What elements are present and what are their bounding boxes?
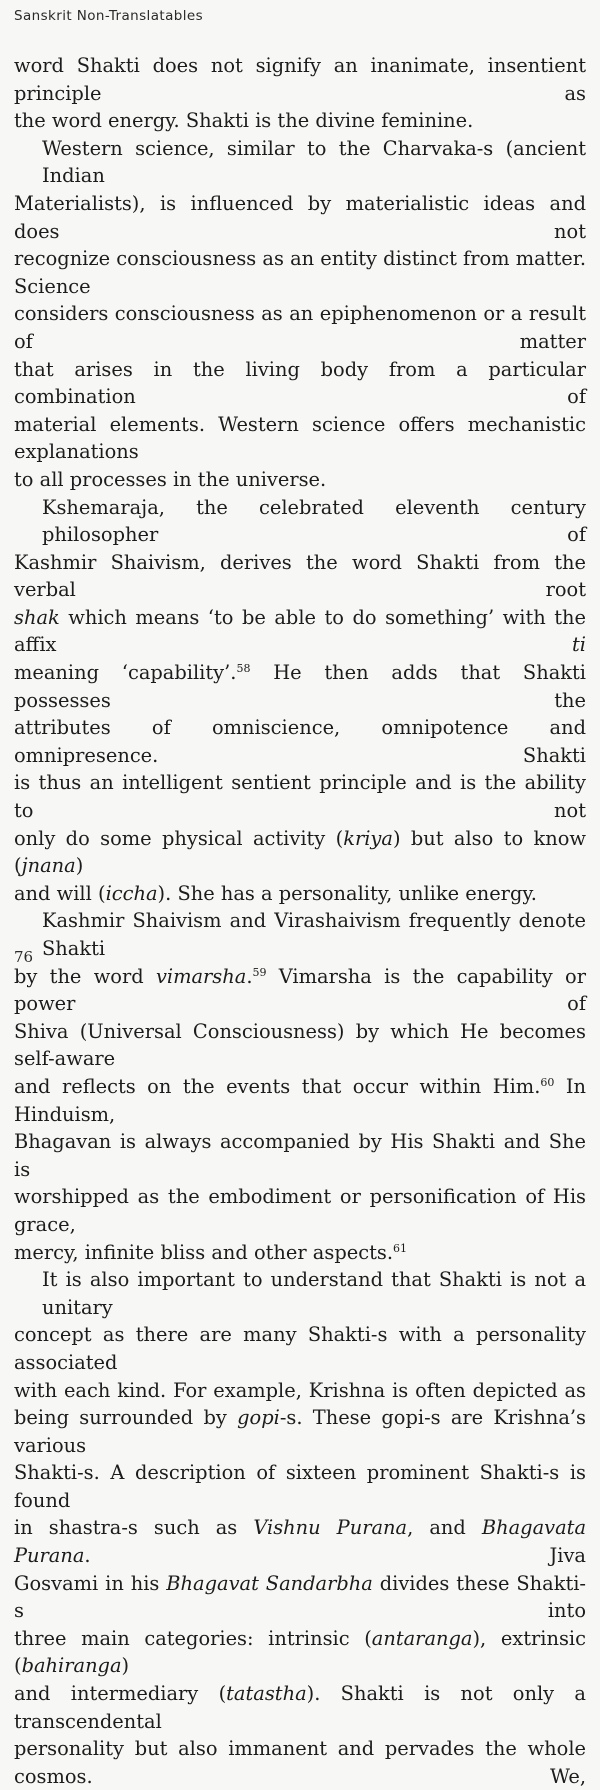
italic-term: ti bbox=[572, 633, 586, 657]
text-line bbox=[14, 1514, 586, 1569]
text-run: by the word bbox=[14, 964, 156, 988]
paragraph bbox=[14, 52, 586, 135]
text-run: word Shakti does not signify an inanimate, insentient principle as bbox=[14, 54, 586, 105]
text-run: Kashmir Shaivism, derives the word Shakti from the verbal root bbox=[14, 550, 586, 602]
text-run: . Jiva bbox=[84, 1544, 586, 1568]
text-run: to all processes in the universe. bbox=[14, 467, 327, 491]
text-line bbox=[14, 1377, 586, 1405]
text-line bbox=[14, 659, 586, 714]
text-run: considers consciousness as an epiphenomenon or a result of matter bbox=[14, 302, 586, 353]
text-run: personality but also immanent and pervades the whole cosmos. We, bbox=[14, 1737, 586, 1788]
text-run: , and bbox=[407, 1516, 482, 1540]
text-line bbox=[14, 1459, 586, 1514]
text-run: ) but also to know ( bbox=[14, 826, 587, 878]
text-line bbox=[14, 769, 586, 824]
text-line bbox=[14, 245, 586, 300]
paragraph bbox=[14, 1266, 586, 1790]
italic-term: iccha bbox=[105, 881, 158, 905]
text-run: Kashmir Shaivism and Virashaivism frequently denote Shakti bbox=[42, 909, 586, 960]
text-line bbox=[14, 356, 586, 411]
text-line bbox=[14, 494, 586, 549]
italic-term: shak bbox=[14, 605, 60, 629]
text-run: is thus an intelligent sentient principle and is the ability to not bbox=[14, 771, 586, 823]
text-run: meaning ‘capability’. bbox=[14, 661, 237, 685]
text-run: . bbox=[246, 964, 253, 988]
text-line bbox=[14, 190, 586, 245]
text-run: only do some physical activity ( bbox=[14, 826, 344, 850]
italic-term: Vishnu Purana bbox=[253, 1516, 408, 1540]
text-run: Shiva (Universal Consciousness) by which He becomes self-aware bbox=[14, 1019, 586, 1071]
text-run: It is also important to understand that Shakti is not a unitary bbox=[42, 1268, 586, 1319]
text-run: and will ( bbox=[14, 881, 106, 905]
italic-term: jnana bbox=[21, 854, 76, 878]
text-run: Gosvami in his bbox=[14, 1571, 167, 1595]
text-line bbox=[14, 1183, 586, 1238]
text-run: in shastra-s such as bbox=[14, 1516, 254, 1540]
footnote-ref: 61 bbox=[392, 1241, 407, 1255]
text-run: Shakti-s. A description of sixteen prominent Shakti-s is found bbox=[14, 1461, 586, 1512]
text-line bbox=[14, 300, 586, 355]
text-line bbox=[14, 825, 586, 880]
text-run: ). Shakti is not only a transcendental bbox=[14, 1682, 586, 1733]
text-run: ), extrinsic ( bbox=[14, 1626, 586, 1678]
text-run: In Hinduism, bbox=[14, 1074, 586, 1126]
text-run: the word energy. Shakti is the divine feminine. bbox=[14, 109, 474, 133]
text-run: attributes of omniscience, omnipotence and omnipresence. Shakti bbox=[14, 716, 586, 767]
paragraph bbox=[14, 907, 586, 1266]
text-run: which means ‘to be able to do something’ with the affix bbox=[14, 605, 586, 657]
text-run: ) bbox=[121, 1654, 130, 1678]
text-line bbox=[14, 1073, 586, 1128]
text-run: ). She has a personality, unlike energy. bbox=[157, 881, 537, 905]
text-line bbox=[14, 1570, 586, 1625]
italic-term: tatastha bbox=[226, 1682, 307, 1706]
text-line bbox=[14, 1735, 586, 1790]
text-line bbox=[14, 1266, 586, 1321]
text-line bbox=[14, 135, 586, 190]
italic-term: antaranga bbox=[371, 1626, 473, 1650]
text-line bbox=[14, 1404, 586, 1459]
italic-term: bahiranga bbox=[21, 1654, 122, 1678]
text-line bbox=[14, 963, 586, 1018]
text-run: being surrounded by bbox=[14, 1406, 238, 1430]
italic-term: Bhagavat Sandarbha bbox=[166, 1571, 373, 1595]
text-run: that arises in the living body from a particular combination of bbox=[14, 357, 586, 409]
text-line bbox=[14, 1018, 586, 1073]
footnote-ref: 59 bbox=[252, 965, 267, 979]
text-line bbox=[14, 52, 586, 107]
text-run: concept as there are many Shakti-s with a personality associated bbox=[14, 1323, 586, 1374]
text-line bbox=[14, 880, 586, 908]
text-line bbox=[14, 411, 586, 466]
text-run: He then adds that Shakti possesses the bbox=[14, 661, 587, 712]
text-run: Materialists), is influenced by materialistic ideas and does not bbox=[14, 191, 586, 243]
page-number: 76 bbox=[14, 948, 34, 966]
text-run: divides these Shakti-s into bbox=[14, 1571, 586, 1623]
text-line bbox=[14, 466, 586, 494]
footnote-ref: 58 bbox=[236, 662, 251, 676]
text-run: Vimarsha is the capability or power of bbox=[14, 964, 586, 1016]
text-run: and intermediary ( bbox=[14, 1682, 227, 1706]
text-run: worshipped as the embodiment or personification of His grace, bbox=[14, 1185, 586, 1236]
text-line bbox=[14, 907, 586, 962]
italic-term: kriya bbox=[343, 826, 393, 850]
text-line bbox=[14, 1680, 586, 1735]
running-head: Sanskrit Non-Translatables bbox=[14, 8, 204, 24]
body-text bbox=[14, 52, 586, 1790]
text-line bbox=[14, 1239, 586, 1267]
text-run: Kshemaraja, the celebrated eleventh century philosopher of bbox=[42, 495, 586, 547]
text-run: mercy, infinite bliss and other aspects. bbox=[14, 1240, 393, 1264]
text-run: Western science, similar to the Charvaka-s (ancient Indian bbox=[42, 136, 586, 188]
text-run: -s. These gopi-s are Krishna’s various bbox=[14, 1406, 586, 1457]
paragraph bbox=[14, 135, 586, 494]
text-run: with each kind. For example, Krishna is often depicted as bbox=[14, 1378, 586, 1402]
text-line bbox=[14, 714, 586, 769]
text-line bbox=[14, 604, 586, 659]
text-run: material elements. Western science offers mechanistic explanations bbox=[14, 412, 586, 464]
italic-term: vimarsha bbox=[155, 964, 247, 988]
text-line bbox=[14, 107, 586, 135]
text-run: and reflects on the events that occur within Him. bbox=[14, 1074, 541, 1098]
text-line bbox=[14, 1625, 586, 1680]
text-run: three main categories: intrinsic ( bbox=[14, 1626, 372, 1650]
text-line bbox=[14, 1321, 586, 1376]
text-line bbox=[14, 549, 586, 604]
text-run: Bhagavan is always accompanied by His Shakti and She is bbox=[14, 1130, 586, 1181]
text-run: recognize consciousness as an entity distinct from matter. Science bbox=[14, 247, 587, 298]
text-run: ) bbox=[75, 854, 84, 878]
text-line bbox=[14, 1128, 586, 1183]
italic-term: gopi bbox=[237, 1406, 280, 1430]
paragraph bbox=[14, 494, 586, 908]
italic-term: Bhagavata Purana bbox=[14, 1516, 586, 1568]
footnote-ref: 60 bbox=[540, 1075, 555, 1089]
